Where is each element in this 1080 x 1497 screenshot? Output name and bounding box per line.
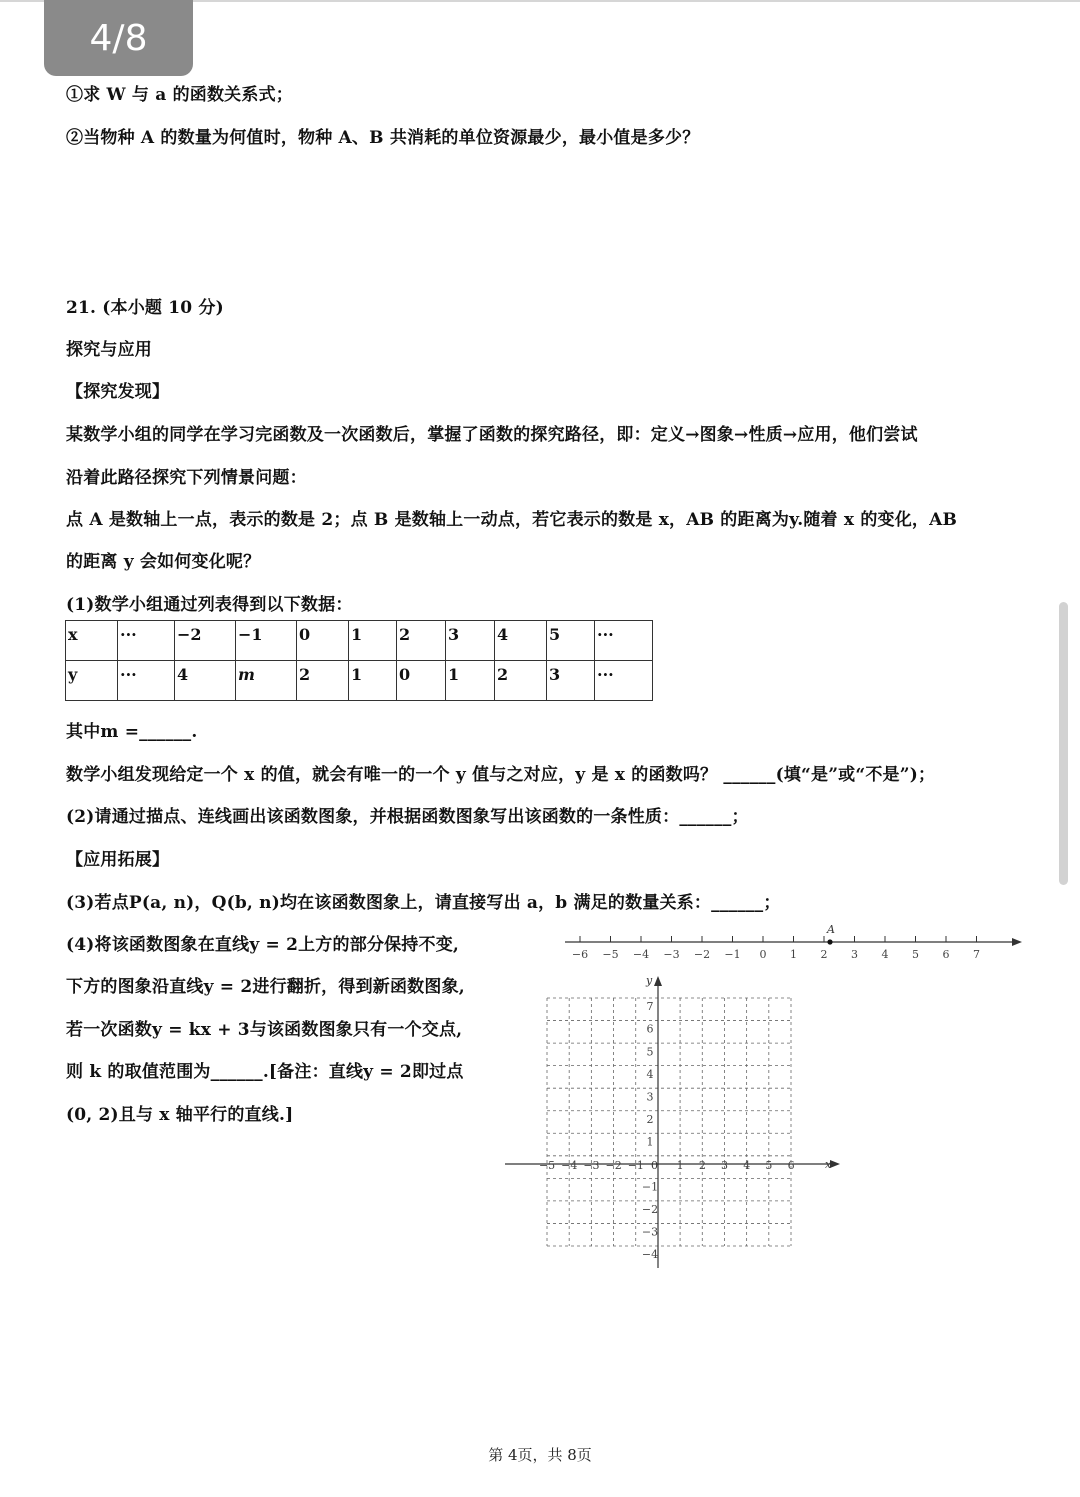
part4-line-1: (4)将该函数图象在直线y = 2上方的部分保持不变, xyxy=(66,935,460,955)
vertical-scrollbar[interactable] xyxy=(1059,602,1068,885)
page-footer: 第 4页，共 8页 xyxy=(488,1446,592,1464)
grid-x-tick-label: −4 xyxy=(561,1159,578,1172)
number-line-tick-label: 7 xyxy=(973,948,980,961)
grid-y-tick-label: 7 xyxy=(646,1000,654,1014)
grid-x-tick-label: 5 xyxy=(765,1159,773,1172)
part2-text: (2)请通过描点、连线画出该函数图象，并根据函数图象写出该函数的一条性质：______； xyxy=(66,807,749,827)
data-table xyxy=(65,620,653,701)
grid-y-tick-label: −3 xyxy=(641,1225,659,1239)
q21-title: 探究与应用 xyxy=(66,340,152,360)
number-line-tick-label: 5 xyxy=(912,948,919,961)
number-line-figure xyxy=(560,920,1030,970)
number-line-tick-label: 3 xyxy=(851,948,858,961)
number-line-tick-label: 4 xyxy=(881,948,889,961)
table-cell: ··· xyxy=(595,661,653,701)
m-answer-line: 其中m =______. xyxy=(66,722,198,742)
table-cell: 0 xyxy=(397,661,446,701)
intro-line-1: 某数学小组的同学在学习完函数及一次函数后，掌握了函数的探究路径，即：定义→图象→性质→应用，他们尝试 xyxy=(66,425,918,445)
table-cell: x xyxy=(66,621,118,661)
table-cell: y xyxy=(66,661,118,701)
table-cell: 2 xyxy=(397,621,446,661)
grid-y-tick-label: 5 xyxy=(646,1045,654,1059)
table-cell: 0 xyxy=(297,621,349,661)
part4-line-3: 若一次函数y = kx + 3与该函数图象只有一个交点, xyxy=(66,1020,463,1040)
explore-heading: 【探究发现】 xyxy=(66,382,170,402)
table-cell: ··· xyxy=(118,661,175,701)
grid-y-tick-label: 3 xyxy=(646,1090,654,1104)
grid-x-tick-label: −1 xyxy=(627,1159,644,1172)
number-line-tick-label: −4 xyxy=(632,948,650,961)
grid-x-tick-label: −3 xyxy=(583,1159,600,1172)
number-line-tick-label: −3 xyxy=(663,948,680,961)
table-cell: 1 xyxy=(446,661,495,701)
y-axis-arrow-icon xyxy=(654,976,662,986)
table-cell: 3 xyxy=(547,661,595,701)
table-row-x xyxy=(66,621,653,661)
q21-heading: 21. (本小题 10 分) xyxy=(66,298,224,318)
table-cell: ··· xyxy=(595,621,653,661)
number-line-tick-label: −5 xyxy=(602,948,619,961)
grid-y-tick-label: 6 xyxy=(646,1022,654,1036)
grid-y-tick-label: 4 xyxy=(646,1067,654,1081)
arrow-right-icon xyxy=(1012,938,1022,946)
page-indicator-badge: 4/8 xyxy=(44,0,193,76)
part4-line-2: 下方的图象沿直线y = 2进行翻折，得到新函数图象, xyxy=(66,977,465,997)
q20-part1: ①求 W 与 a 的函数关系式； xyxy=(66,85,293,105)
grid-x-tick-label: 4 xyxy=(743,1159,751,1172)
number-line-tick-label: −1 xyxy=(724,948,741,961)
table-cell: 4 xyxy=(495,621,547,661)
grid-y-tick-label: −1 xyxy=(641,1180,659,1194)
table-cell: 1 xyxy=(349,661,397,701)
table-cell: −1 xyxy=(236,621,297,661)
grid-y-tick-label: −2 xyxy=(641,1203,659,1217)
coordinate-grid-figure xyxy=(500,968,850,1273)
grid-x-tick-label: 3 xyxy=(721,1159,729,1172)
table-cell: 5 xyxy=(547,621,595,661)
intro-line-4: 的距离 y 会如何变化呢？ xyxy=(66,552,261,572)
y-axis-label: y xyxy=(646,974,653,987)
grid-x-tick-label: 2 xyxy=(698,1159,706,1172)
intro-line-3: 点 A 是数轴上一点，表示的数是 2；点 B 是数轴上一动点，若它表示的数是 x，AB 的距离为y.随着 x 的变化，AB xyxy=(66,510,958,530)
grid-y-tick-label: 2 xyxy=(646,1112,654,1126)
origin-label: 0 xyxy=(651,1159,658,1172)
grid-y-tick-label: 1 xyxy=(646,1135,654,1149)
part4-line-5: (0, 2)且与 x 轴平行的直线.] xyxy=(66,1105,294,1125)
intro-line-2: 沿着此路径探究下列情景问题： xyxy=(66,468,307,488)
grid-y-tick-label: −4 xyxy=(641,1248,659,1262)
table-cell: m xyxy=(236,661,297,701)
x-axis-label: x xyxy=(825,1158,832,1171)
point-a-marker xyxy=(827,939,832,944)
grid-x-tick-label: −2 xyxy=(605,1159,622,1172)
grid-x-tick-label: 6 xyxy=(787,1159,795,1172)
number-line-tick-label: 2 xyxy=(820,948,828,961)
grid-x-tick-label: 1 xyxy=(676,1159,684,1172)
number-line-tick-label: −6 xyxy=(571,948,589,961)
x-axis-arrow-icon xyxy=(830,1160,840,1168)
point-a-label: A xyxy=(827,923,835,936)
grid-x-tick-label: −5 xyxy=(538,1159,556,1172)
part3-text: (3)若点P(a, n)，Q(b, n)均在该函数图象上，请直接写出 a，b 满足的数量关系：______； xyxy=(66,893,781,913)
apply-heading: 【应用拓展】 xyxy=(66,850,170,870)
part1-text: (1)数学小组通过列表得到以下数据： xyxy=(66,595,353,615)
number-line-tick-label: −2 xyxy=(693,948,711,961)
table-cell: ··· xyxy=(118,621,175,661)
table-cell: −2 xyxy=(175,621,236,661)
table-cell: 2 xyxy=(495,661,547,701)
table-cell: 1 xyxy=(349,621,397,661)
q20-part2: ②当物种 A 的数量为何值时，物种 A、B 共消耗的单位资源最少，最小值是多少？ xyxy=(66,128,700,148)
table-cell: 2 xyxy=(297,661,349,701)
table-cell: 4 xyxy=(175,661,236,701)
number-line-tick-label: 1 xyxy=(790,948,797,961)
number-line-tick-label: 0 xyxy=(759,948,767,961)
part4-line-4: 则 k 的取值范围为______.[备注：直线y = 2即过点 xyxy=(66,1062,464,1082)
number-line-tick-label: 6 xyxy=(942,948,950,961)
function-question: 数学小组发现给定一个 x 的值，就会有唯一的一个 y 值与之对应，y 是 x 的函数吗？ ______(填“是”或“不是”)； xyxy=(66,765,936,785)
table-cell: 3 xyxy=(446,621,495,661)
table-row-y xyxy=(66,661,653,701)
